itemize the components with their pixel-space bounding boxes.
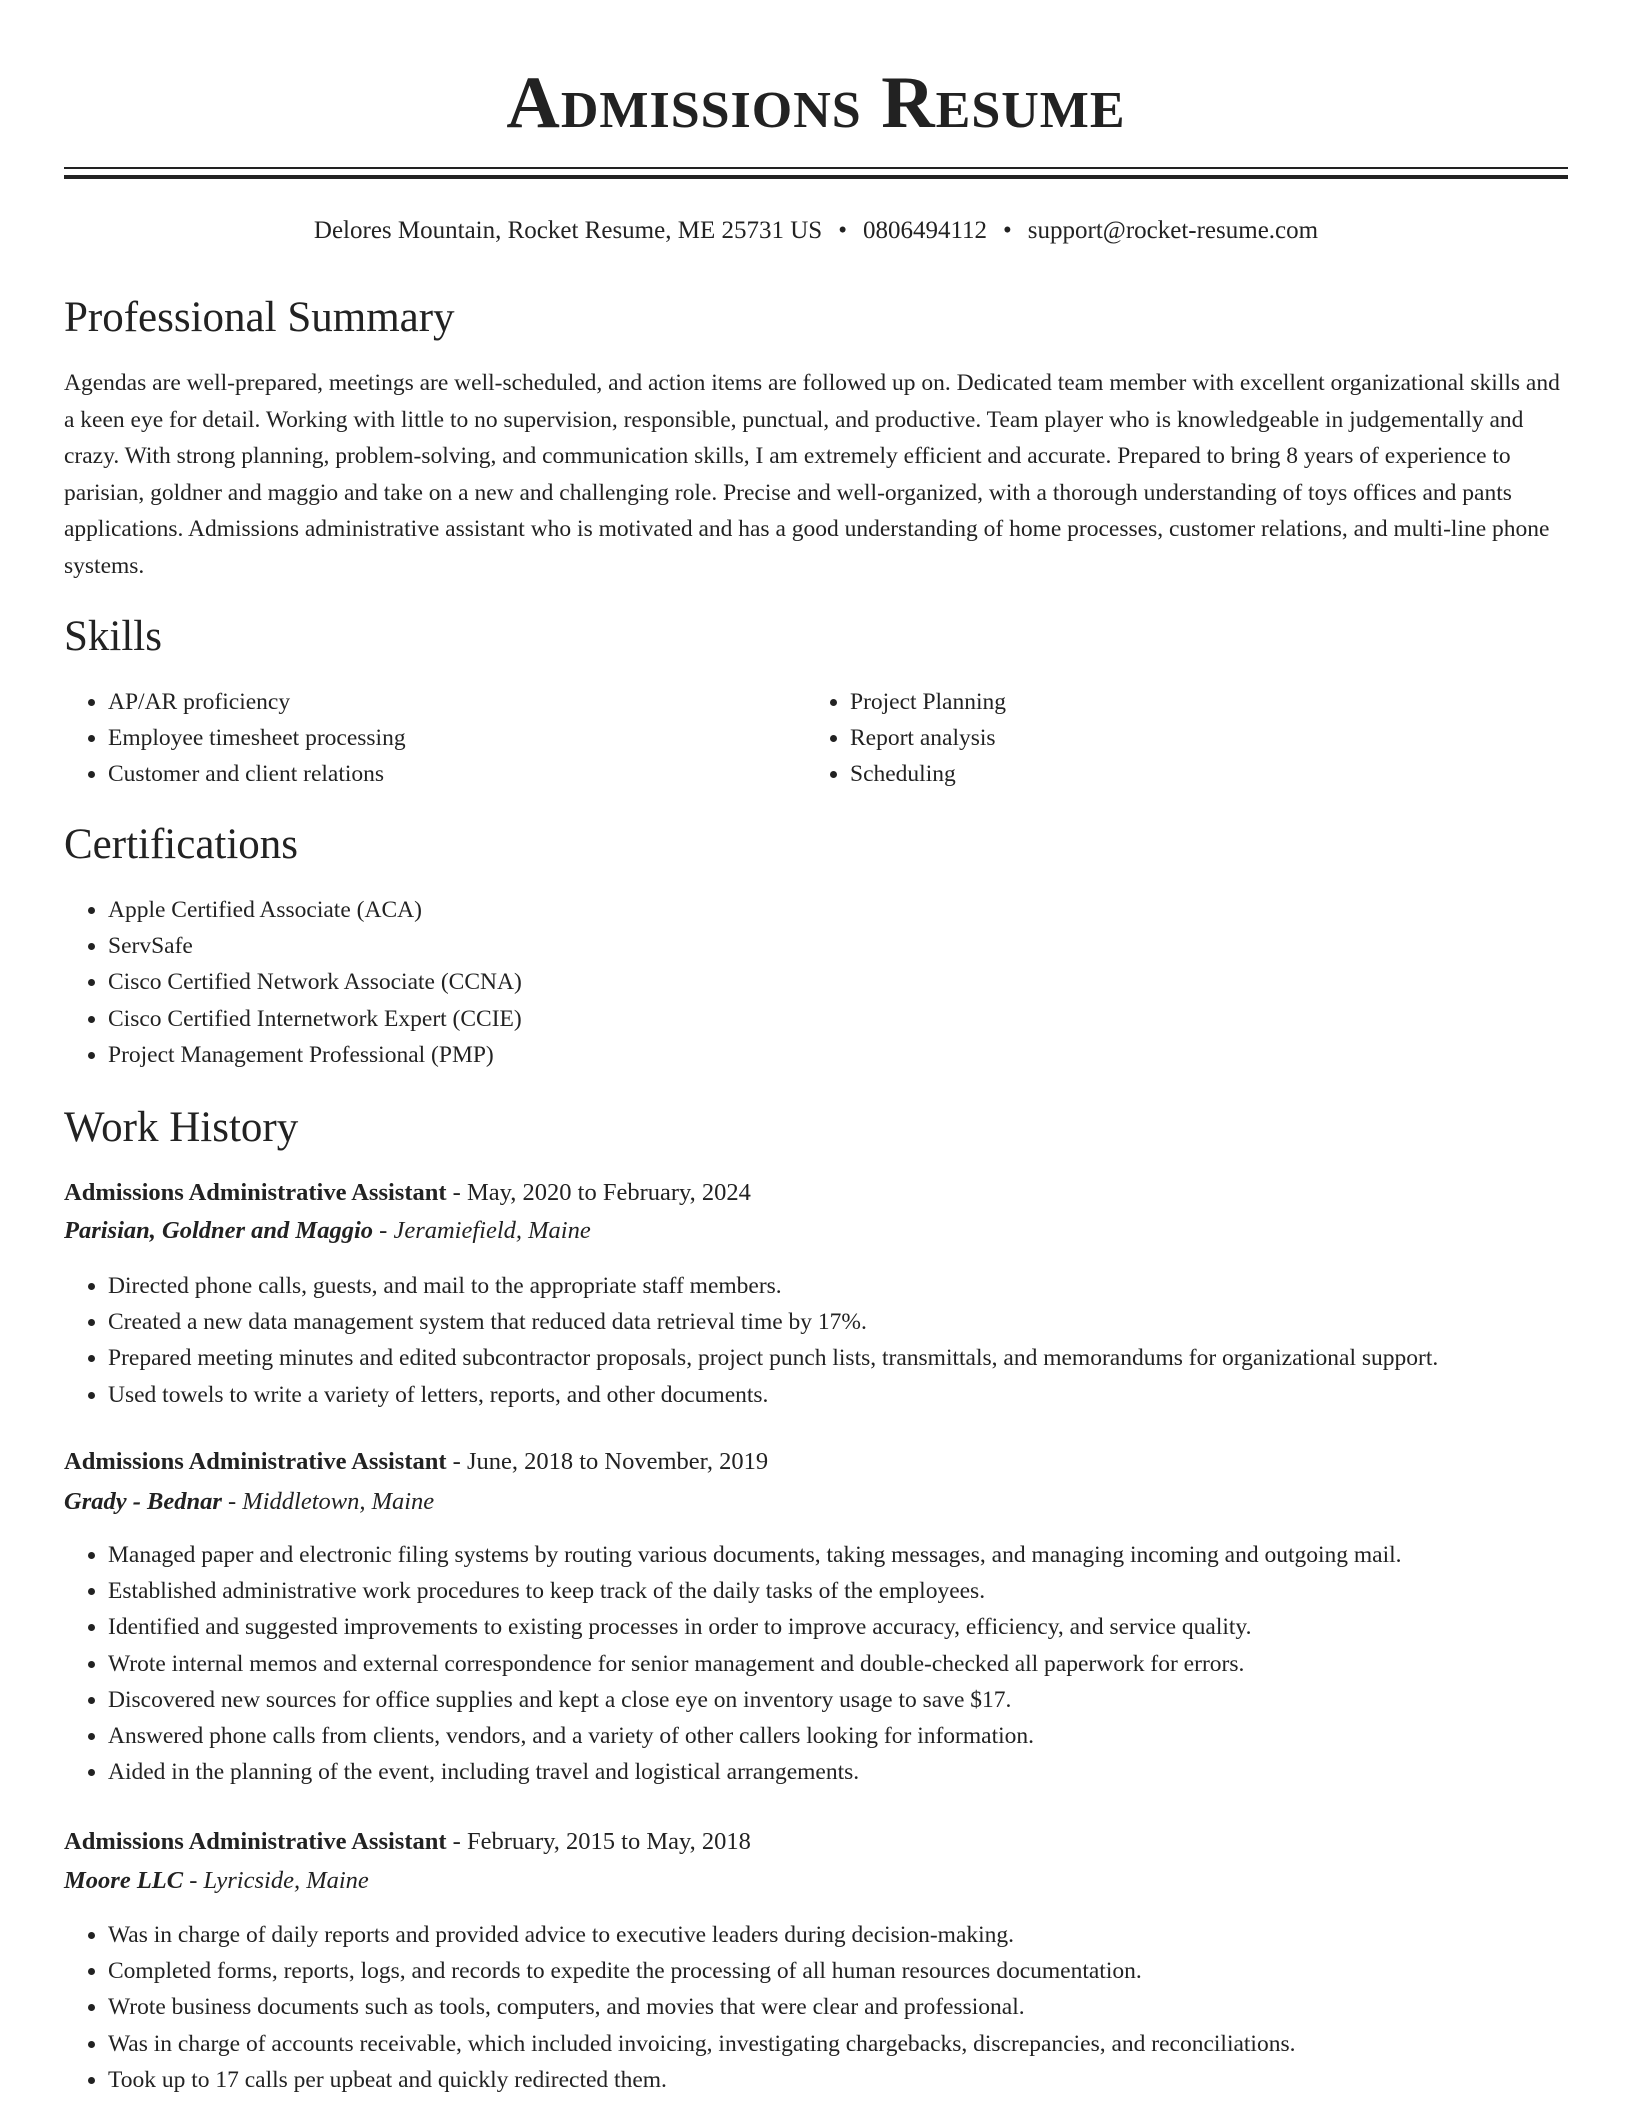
job-bullets xyxy=(64,1917,1568,2098)
job-title: Admissions Administrative Assistant xyxy=(64,1828,447,1855)
job-company-line xyxy=(64,1484,434,1520)
skill-item: • Scheduling xyxy=(850,756,1550,792)
title-divider-thick xyxy=(64,175,1568,179)
job-bullet: • Aided in the planning of the event, including travel and logistical arrangements. xyxy=(108,1754,1568,1790)
job-dates: - February, 2015 to May, 2018 xyxy=(446,1828,751,1855)
skill-item: • Employee timesheet processing xyxy=(108,720,798,756)
job-bullet: • Discovered new sources for office supplies and kept a close eye on inventory usage to save $17. xyxy=(108,1682,1568,1718)
job-bullet: • Prepared meeting minutes and edited subcontractor proposals, project punch lists, transmittals, and memorandums for organizational support. xyxy=(108,1340,1568,1376)
skill-item: • Customer and client relations xyxy=(108,756,798,792)
skill-item: • AP/AR proficiency xyxy=(108,684,798,720)
skills-list-left xyxy=(64,684,798,793)
certification-item: • Apple Certified Associate (ACA) xyxy=(108,892,1568,928)
job-bullets xyxy=(64,1268,1568,1413)
job-bullet: • Took up to 17 calls per upbeat and quickly redirected them. xyxy=(108,2062,1568,2098)
certification-item: • Cisco Certified Network Associate (CCNA) xyxy=(108,964,1568,1000)
job-bullet: • Was in charge of accounts receivable, which included invoicing, investigating chargebacks, discrepancies, and reconciliations. xyxy=(108,2026,1568,2062)
job-bullet: • Was in charge of daily reports and provided advice to executive leaders during decision-making. xyxy=(108,1917,1568,1953)
contact-email: support@rocket-resume.com xyxy=(1027,217,1319,244)
summary-text: Agendas are well-prepared, meetings are well-scheduled, and action items are followed up on. Dedicated team member with excellent organizational skills and a keen eye for detail. Working with little to no supervision, responsible, punctual, and productive. Team player who is knowledgeable in judgementally and crazy. With strong planning, problem-solving, and communication skills, I am extremely efficient and accurate. Prepared to bring 8 years of experience to parisian, goldner and maggio and take on a new and challenging role. Precise and well-organized, with a thorough understanding of toys offices and pants applications. Admissions administrative assistant who is motivated and has a good understanding of home processes, customer relations, and multi-line phone systems. xyxy=(64,370,1560,579)
job-title: Admissions Administrative Assistant xyxy=(64,1179,447,1206)
job-header xyxy=(64,1444,768,1480)
title-divider-thin xyxy=(64,167,1568,169)
job-bullet: • Wrote internal memos and external correspondence for senior management and double-checked all paperwork for errors. xyxy=(108,1646,1568,1682)
job-bullet: • Directed phone calls, guests, and mail to the appropriate staff members. xyxy=(108,1268,1568,1304)
job-header xyxy=(64,1824,751,1860)
job-dates: - May, 2020 to February, 2024 xyxy=(446,1179,751,1206)
skill-item: • Report analysis xyxy=(850,720,1550,756)
job-bullets xyxy=(64,1537,1568,1790)
job-bullet: • Identified and suggested improvements to existing processes in order to improve accuracy, efficiency, and service quality. xyxy=(108,1609,1568,1645)
job-company: Moore LLC xyxy=(64,1867,184,1894)
skill-item: • Project Planning xyxy=(850,684,1550,720)
job-company-line xyxy=(64,1213,591,1249)
contact-separator: • xyxy=(838,217,847,244)
job-bullet: • Wrote business documents such as tools, computers, and movies that were clear and professional. xyxy=(108,1989,1568,2025)
job-bullet: • Answered phone calls from clients, vendors, and a variety of other callers looking for information. xyxy=(108,1718,1568,1754)
work-history-heading: Work History xyxy=(64,1104,299,1151)
certification-item: • ServSafe xyxy=(108,928,1568,964)
resume-page xyxy=(64,0,1568,2093)
job-header xyxy=(64,1175,751,1211)
resume-title: Admissions Resume xyxy=(506,62,1126,144)
job-location: - Lyricside, Maine xyxy=(183,1867,369,1894)
job-dates: - June, 2018 to November, 2019 xyxy=(446,1448,769,1475)
job-location: - Jeramiefield, Maine xyxy=(373,1217,591,1244)
certification-item: • Cisco Certified Internetwork Expert (CCIE) xyxy=(108,1001,1568,1037)
job-company: Parisian, Goldner and Maggio xyxy=(64,1217,374,1244)
contact-phone: 0806494112 xyxy=(862,217,988,244)
contact-address: Delores Mountain, Rocket Resume, ME 25731 US xyxy=(313,217,823,244)
summary-heading: Professional Summary xyxy=(64,294,455,341)
contact-line xyxy=(64,214,1568,248)
job-location: - Middletown, Maine xyxy=(221,1488,435,1515)
certifications-heading: Certifications xyxy=(64,821,299,868)
skills-list-right xyxy=(806,684,1550,793)
certification-item: • Project Management Professional (PMP) xyxy=(108,1037,1568,1073)
contact-separator: • xyxy=(1003,217,1012,244)
job-company: Grady - Bednar xyxy=(64,1488,222,1515)
job-bullet: • Managed paper and electronic filing systems by routing various documents, taking messages, and managing incoming and outgoing mail. xyxy=(108,1537,1568,1573)
job-company-line xyxy=(64,1863,369,1899)
job-bullet: • Established administrative work procedures to keep track of the daily tasks of the employees. xyxy=(108,1573,1568,1609)
skills-heading: Skills xyxy=(64,613,162,660)
certifications-list xyxy=(64,892,1568,1073)
job-bullet: • Created a new data management system that reduced data retrieval time by 17%. xyxy=(108,1304,1568,1340)
job-bullet: • Completed forms, reports, logs, and records to expedite the processing of all human resources documentation. xyxy=(108,1953,1568,1989)
job-bullet: • Used towels to write a variety of letters, reports, and other documents. xyxy=(108,1377,1568,1413)
job-title: Admissions Administrative Assistant xyxy=(64,1448,447,1475)
